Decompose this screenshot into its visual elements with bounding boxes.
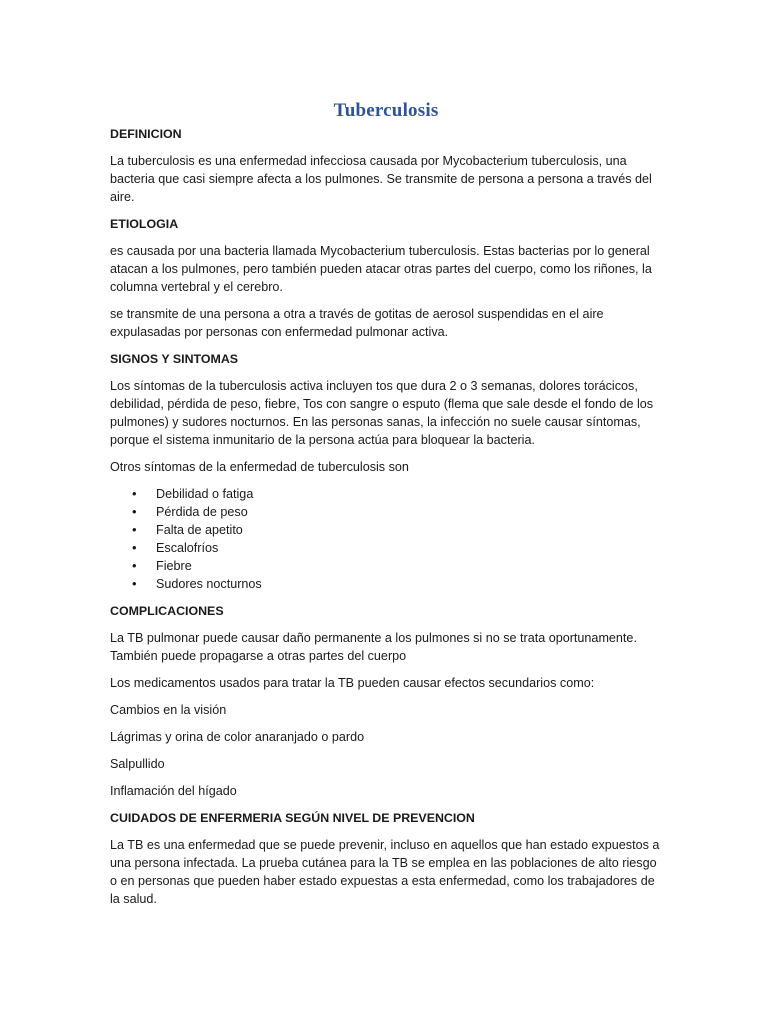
bullet-icon: • [132,558,137,573]
list-item [110,503,662,521]
list-item-text: Sudores nocturnos [156,577,262,591]
section-heading-signos: SIGNOS Y SINTOMAS [110,352,239,366]
list-item [110,521,662,539]
paragraph-complicaciones-medicamentos: Los medicamentos usados para tratar la TB pueden causar efectos secundarios como: [110,676,595,690]
list-item [110,557,662,575]
section-heading-definicion: DEFINICION [110,127,182,141]
section-heading-etiologia: ETIOLOGIA [110,217,179,231]
list-item-text: Fiebre [156,559,192,573]
paragraph-efecto-lagrimas: Lágrimas y orina de color anaranjado o pardo [110,730,365,744]
list-item-text: Pérdida de peso [156,505,248,519]
section-heading-cuidados: CUIDADOS DE ENFERMERIA SEGÚN NIVEL DE PREVENCION [110,811,475,825]
bullet-icon: • [132,504,137,519]
bullet-icon: • [132,576,137,591]
paragraph-definicion: La tuberculosis es una enfermedad infecciosa causada por Mycobacterium tuberculosis, una bacteria que casi siempre afecta a los pulmones. Se transmite de persona a persona a través del aire. [110,154,652,204]
list-item [110,539,662,557]
document-title: Tuberculosis [333,100,439,121]
paragraph-complicaciones-dano: La TB pulmonar puede causar daño permanente a los pulmones si no se trata oportunamente. También puede propagarse a otras partes del cuerpo [110,631,637,663]
list-item-text: Falta de apetito [156,523,243,537]
paragraph-efecto-salpullido: Salpullido [110,757,165,771]
section-heading-complicaciones: COMPLICACIONES [110,604,224,618]
bullet-icon: • [132,540,137,555]
list-item-text: Escalofríos [156,541,219,555]
list-item-text: Debilidad o fatiga [156,487,254,501]
bullet-icon: • [132,486,137,501]
paragraph-etiologia-transmision: se transmite de una persona a otra a través de gotitas de aerosol suspendidas en el aire expulasadas por personas con enfermedad pulmonar activa. [110,307,604,339]
paragraph-signos-otros: Otros síntomas de la enfermedad de tuberculosis son [110,460,409,474]
symptom-list [110,485,662,593]
bullet-icon: • [132,522,137,537]
paragraph-etiologia-causa: es causada por una bacteria llamada Mycobacterium tuberculosis. Estas bacterias por lo general atacan a los pulmones, pero también pueden atacar otras partes del cuerpo, como los riñones, la columna vertebral y el cerebro. [110,244,652,294]
paragraph-efecto-higado: Inflamación del hígado [110,784,237,798]
paragraph-efecto-vision: Cambios en la visión [110,703,227,717]
paragraph-signos-activa: Los síntomas de la tuberculosis activa incluyen tos que dura 2 o 3 semanas, dolores torácicos, debilidad, pérdida de peso, fiebre, Tos con sangre o esputo (flema que sale desde el fondo de los pulmones) y sudores nocturnos. En las personas sanas, la infección no suele causar síntomas, porque el sistema inmunitario de la persona actúa para bloquear la bacteria. [110,379,654,447]
list-item [110,485,662,503]
document-page [110,98,662,917]
paragraph-cuidados-prevencion: La TB es una enfermedad que se puede prevenir, incluso en aquellos que han estado expuestos a una persona infectada. La prueba cutánea para la TB se emplea en las poblaciones de alto riesgo o en personas que pueden haber estado expuestas a esta enfermedad, como los trabajadores de la salud. [110,838,660,906]
list-item [110,575,662,593]
